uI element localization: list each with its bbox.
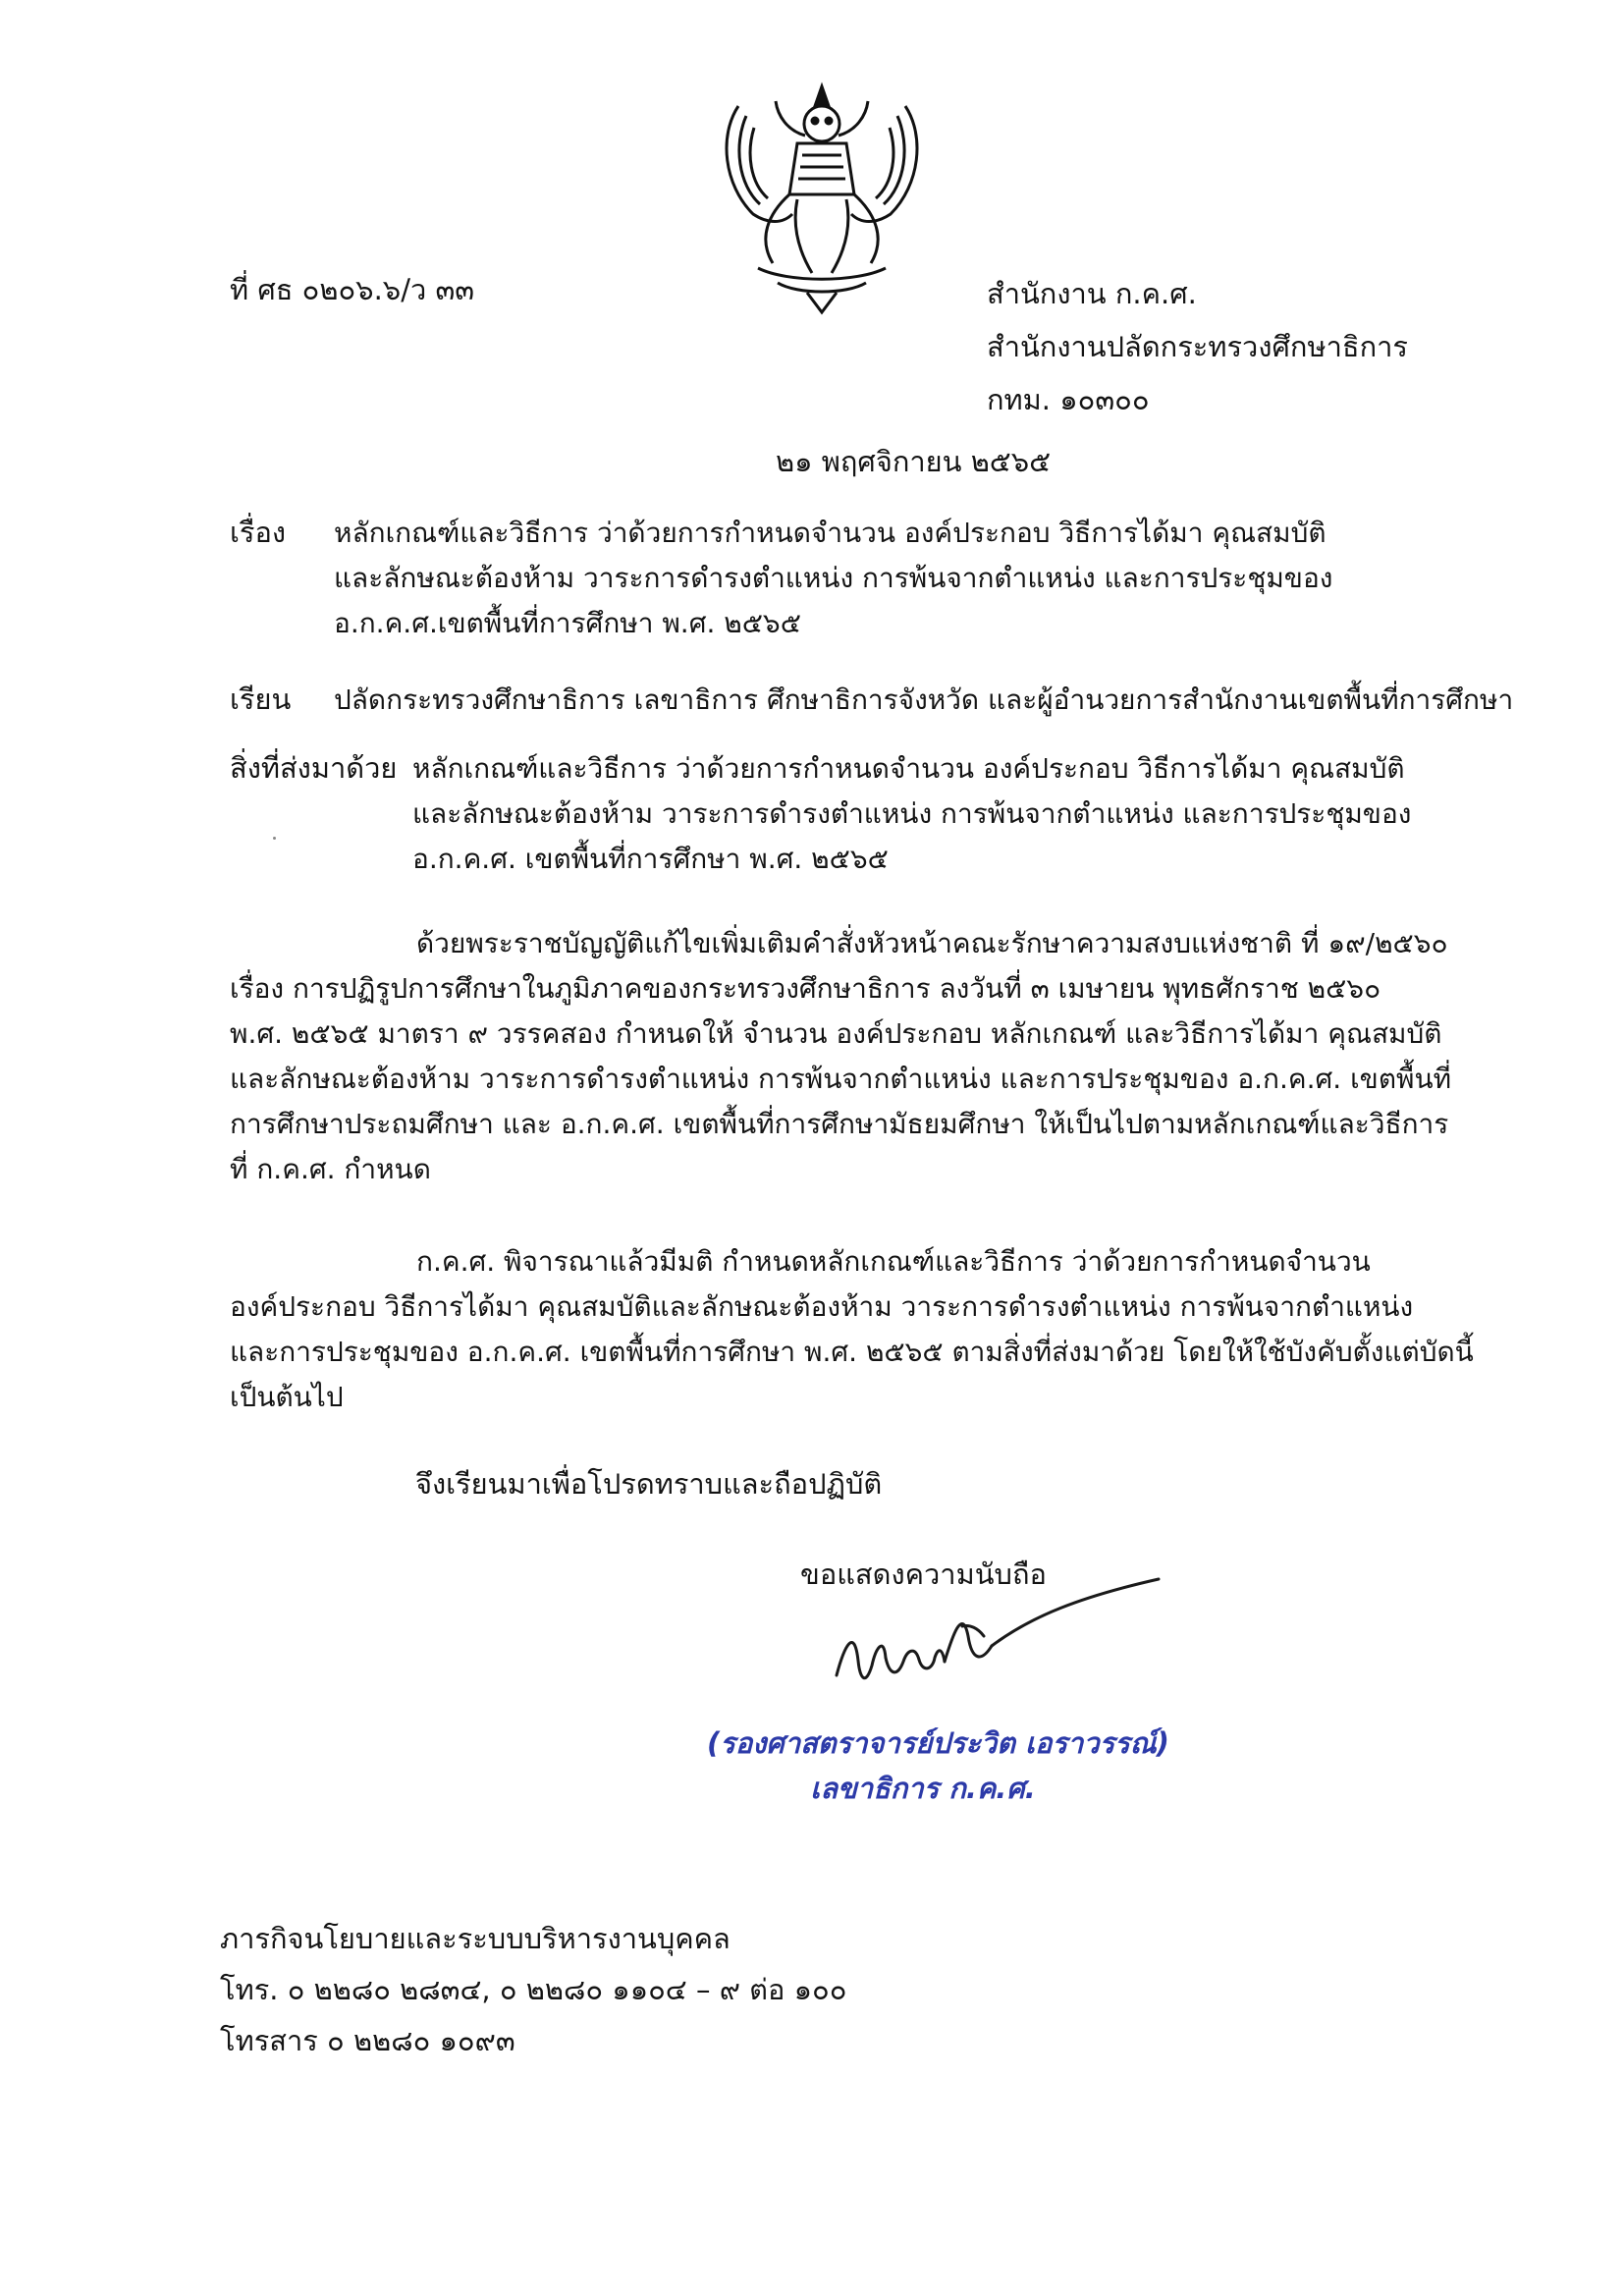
subject-line: หลักเกณฑ์และวิธีการ ว่าด้วยการกำหนดจำนวน องค์ประกอบ วิธีการได้มา คุณสมบัติ — [334, 517, 1326, 549]
body-line: และการประชุมของ อ.ก.ค.ศ. เขตพื้นที่การศึกษา พ.ศ. ๒๕๖๕ ตามสิ่งที่ส่งมาด้วย โดยให้ใช้บังคับตั้งแต่บัดนี้ — [230, 1336, 1474, 1368]
handwritten-signature — [825, 1567, 1178, 1715]
office-line: สำนักงาน ก.ค.ศ. — [987, 277, 1197, 310]
enclosure-line: หลักเกณฑ์และวิธีการ ว่าด้วยการกำหนดจำนวน องค์ประกอบ วิธีการได้มา คุณสมบัติ — [412, 752, 1405, 785]
body-line: ก.ค.ศ. พิจารณาแล้วมีมติ กำหนดหลักเกณฑ์และวิธีการ ว่าด้วยการกำหนดจำนวน — [416, 1245, 1371, 1278]
signer-name: (รองศาสตราจารย์ประวิต เอราวรรณ์) — [707, 1726, 1169, 1760]
enclosure-text — [412, 746, 1411, 882]
body-line: ด้วยพระราชบัญญัติแก้ไขเพิ่มเติมคำสั่งหัวหน้าคณะรักษาความสงบแห่งชาติ ที่ ๑๙/๒๕๖๐ — [416, 927, 1448, 959]
signer-position: เลขาธิการ ก.ค.ศ. — [810, 1772, 1036, 1805]
office-line: กทม. ๑๐๓๐๐ — [987, 383, 1150, 416]
recipient-label: เรียน — [230, 683, 292, 716]
document-number: ที่ ศธ ๐๒๐๖.๖/ว ๓๓ — [230, 273, 475, 306]
body-line: และลักษณะต้องห้าม วาระการดำรงตำแหน่ง การพ้นจากตำแหน่ง และการประชุมของ อ.ก.ค.ศ. เขตพื้นที่ — [230, 1063, 1452, 1095]
body-paragraph-2 — [230, 1239, 1474, 1420]
subject-line: อ.ก.ค.ศ.เขตพื้นที่การศึกษา พ.ศ. ๒๕๖๕ — [334, 607, 801, 639]
body-paragraph-1 — [230, 921, 1451, 1192]
enclosure-line: และลักษณะต้องห้าม วาระการดำรงตำแหน่ง การพ้นจากตำแหน่ง และการประชุมของ — [412, 797, 1412, 830]
body-line: ที่ ก.ค.ศ. กำหนด — [230, 1153, 431, 1185]
body-line: การศึกษาประถมศึกษา และ อ.ก.ค.ศ. เขตพื้นที่การศึกษามัธยมศึกษา ให้เป็นไปตามหลักเกณฑ์และวิธีการ — [230, 1108, 1449, 1140]
scan-speck — [273, 837, 276, 840]
footer-department: ภารกิจนโยบายและระบบบริหารงานบุคคล — [220, 1922, 731, 1955]
enclosure-label: สิ่งที่ส่งมาด้วย — [230, 751, 398, 785]
signer-block — [707, 1721, 1169, 1811]
recipient-line: ปลัดกระทรวงศึกษาธิการ เลขาธิการ ศึกษาธิการจังหวัด และผู้อำนวยการสำนักงานเขตพื้นที่การศึกษา — [334, 683, 1514, 716]
garuda-emblem — [699, 77, 945, 322]
subject-line: และลักษณะต้องห้าม วาระการดำรงตำแหน่ง การพ้นจากตำแหน่ง และการประชุมของ — [334, 562, 1333, 594]
recipient-text — [334, 678, 1513, 723]
footer-fax: โทรสาร ๐ ๒๒๘๐ ๑๐๙๓ — [220, 2024, 515, 2057]
letter-date: ๒๑ พฤศจิกายน ๒๕๖๕ — [776, 445, 1052, 478]
footer-phone: โทร. ๐ ๒๒๘๐ ๒๘๓๔, ๐ ๒๒๘๐ ๑๑๐๔ – ๙ ต่อ ๑๐๐ — [220, 1973, 847, 2006]
office-line: สำนักงานปลัดกระทรวงศึกษาธิการ — [987, 330, 1408, 363]
subject-text — [334, 511, 1332, 646]
contact-footer — [220, 1913, 846, 2066]
regards-text: ขอแสดงความนับถือ — [800, 1558, 1047, 1591]
body-line: เรื่อง การปฏิรูปการศึกษาในภูมิภาคของกระทรวงศึกษาธิการ ลงวันที่ ๓ เมษายน พุทธศักราช ๒๕๖๐ — [230, 972, 1381, 1005]
body-line: เป็นต้นไป — [230, 1381, 344, 1413]
body-line: พ.ศ. ๒๕๖๕ มาตรา ๙ วรรคสอง กำหนดให้ จำนวน องค์ประกอบ หลักเกณฑ์ และวิธีการได้มา คุณสมบัติ — [230, 1017, 1442, 1050]
body-line: องค์ประกอบ วิธีการได้มา คุณสมบัติและลักษณะต้องห้าม วาระการดำรงตำแหน่ง การพ้นจากตำแหน่ง — [230, 1290, 1414, 1323]
closing-sentence: จึงเรียนมาเพื่อโปรดทราบและถือปฏิบัติ — [415, 1467, 883, 1501]
issuing-office — [987, 267, 1408, 426]
subject-label: เรื่อง — [230, 516, 287, 549]
enclosure-line: อ.ก.ค.ศ. เขตพื้นที่การศึกษา พ.ศ. ๒๕๖๕ — [412, 843, 889, 875]
